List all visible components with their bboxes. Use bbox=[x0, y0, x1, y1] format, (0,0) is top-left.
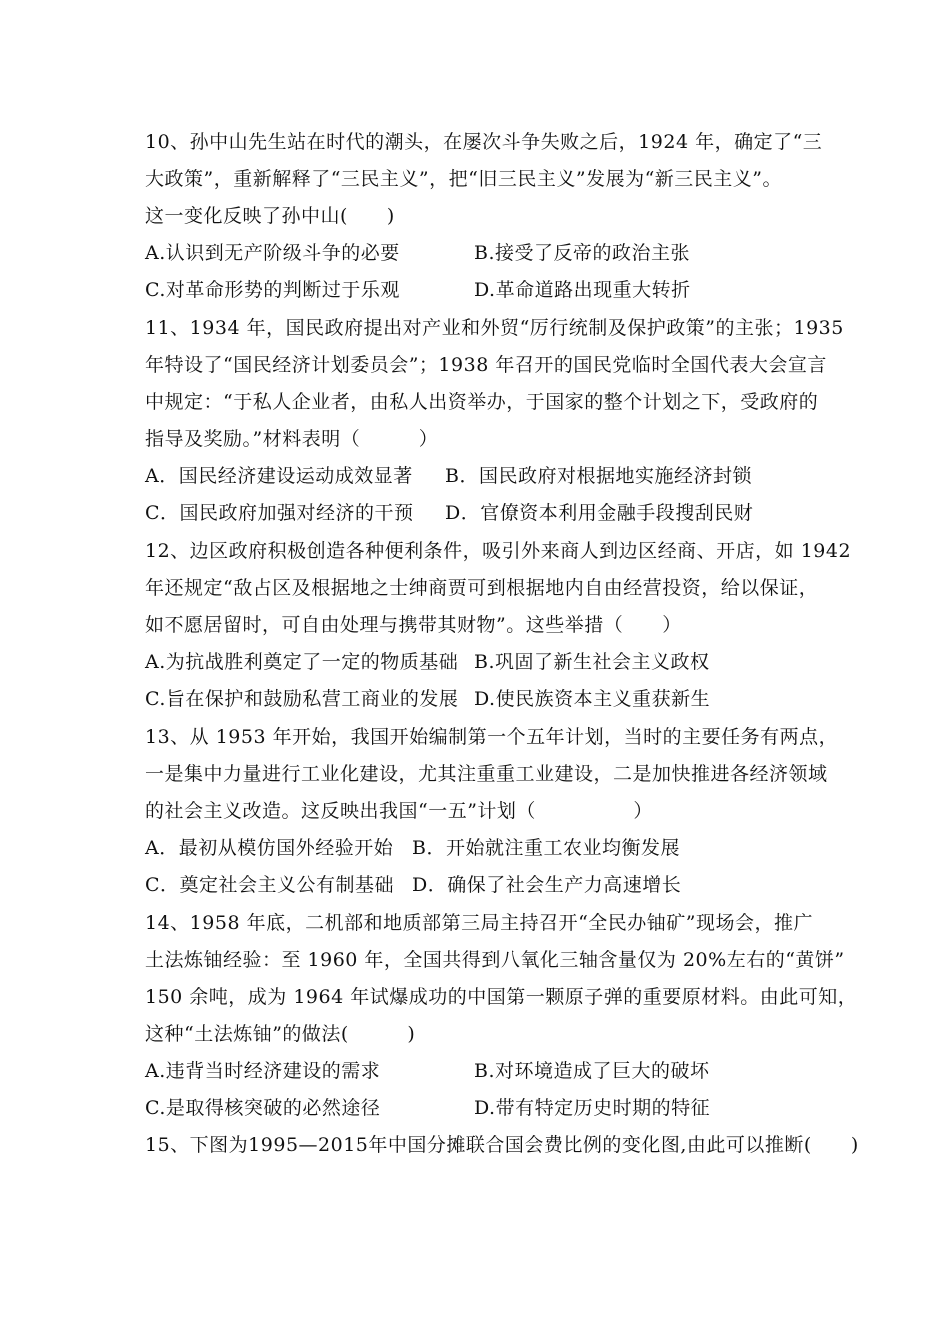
option-c: C.旨在保护和鼓励私营工商业的发展 bbox=[145, 688, 459, 710]
option-d: D．确保了社会生产力高速增长 bbox=[412, 874, 682, 896]
question-text-line: 14、1958 年底，二机部和地质部第三局主持召开“全民办铀矿”现场会，推广 bbox=[145, 912, 813, 934]
option-c: C.是取得核突破的必然途径 bbox=[145, 1097, 381, 1119]
option-b: B．开始就注重工农业均衡发展 bbox=[412, 837, 680, 859]
option-d: D.革命道路出现重大转折 bbox=[474, 279, 691, 301]
option-a: A.违背当时经济建设的需求 bbox=[145, 1060, 381, 1082]
question-text-line: 13、从 1953 年开始，我国开始编制第一个五年计划，当时的主要任务有两点， bbox=[145, 726, 839, 748]
question-text-line: 如不愿居留时，可自由处理与携带其财物”。这些举措（ ） bbox=[145, 614, 682, 636]
question-text-line: 这一变化反映了孙中山( ) bbox=[145, 205, 395, 227]
question-text-line: 10、孙中山先生站在时代的潮头，在屡次斗争失败之后，1924 年，确定了“三 bbox=[145, 131, 823, 153]
question-text-line: 11、1934 年，国民政府提出对产业和外贸“厉行统制及保护政策”的主张；1935 bbox=[145, 317, 844, 339]
question-text-line: 土法炼铀经验：至 1960 年，全国共得到八氧化三轴含量仅为 20%左右的“黄饼” bbox=[145, 949, 845, 971]
question-text-line: 的社会主义改造。这反映出我国“一五”计划（ ） bbox=[145, 800, 653, 822]
option-a: A．最初从模仿国外经验开始 bbox=[145, 837, 394, 859]
option-b: B.巩固了新生社会主义政权 bbox=[474, 651, 710, 673]
question-text-line: 150 余吨，成为 1964 年试爆成功的中国第一颗原子弹的重要原材料。由此可知， bbox=[145, 986, 858, 1008]
question-text-line: 15、下图为1995—2015年中国分摊联合国会费比例的变化图,由此可以推断( ) bbox=[145, 1134, 859, 1156]
option-b: B.对环境造成了巨大的破坏 bbox=[474, 1060, 710, 1082]
question-text-line: 年还规定“敌占区及根据地之士绅商贾可到根据地内自由经营投资，给以保证， bbox=[145, 577, 819, 599]
option-a: A.认识到无产阶级斗争的必要 bbox=[145, 242, 400, 264]
question-text-line: 12、边区政府积极创造各种便利条件，吸引外来商人到边区经商、开店，如 1942 bbox=[145, 540, 852, 562]
question-text-line: 这种“土法炼铀”的做法( ) bbox=[145, 1023, 416, 1045]
question-text-line: 大政策”，重新解释了“三民主义”，把“旧三民主义”发展为“新三民主义”。 bbox=[145, 168, 782, 190]
option-c: C．奠定社会主义公有制基础 bbox=[145, 874, 395, 896]
question-text-line: 一是集中力量进行工业化建设，尤其注重重工业建设，二是加快推进各经济领域 bbox=[145, 763, 828, 785]
option-a: A.为抗战胜利奠定了一定的物质基础 bbox=[145, 651, 459, 673]
option-b: B.接受了反帝的政治主张 bbox=[474, 242, 691, 264]
question-text-line: 中规定：“于私人企业者，由私人出资举办，于国家的整个计划之下，受政府的 bbox=[145, 391, 819, 413]
option-c: C．国民政府加强对经济的干预 bbox=[145, 502, 414, 524]
option-b: B．国民政府对根据地实施经济封锁 bbox=[445, 465, 752, 487]
option-d: D.使民族资本主义重获新生 bbox=[474, 688, 711, 710]
question-text-line: 指导及奖励。”材料表明（ ） bbox=[145, 428, 439, 450]
option-a: A．国民经济建设运动成效显著 bbox=[145, 465, 413, 487]
question-text-line: 年特设了“国民经济计划委员会”；1938 年召开的国民党临时全国代表大会宣言 bbox=[145, 354, 827, 376]
option-d: D.带有特定历史时期的特征 bbox=[474, 1097, 711, 1119]
option-c: C.对革命形势的判断过于乐观 bbox=[145, 279, 400, 301]
option-d: D．官僚资本利用金融手段搜刮民财 bbox=[445, 502, 754, 524]
